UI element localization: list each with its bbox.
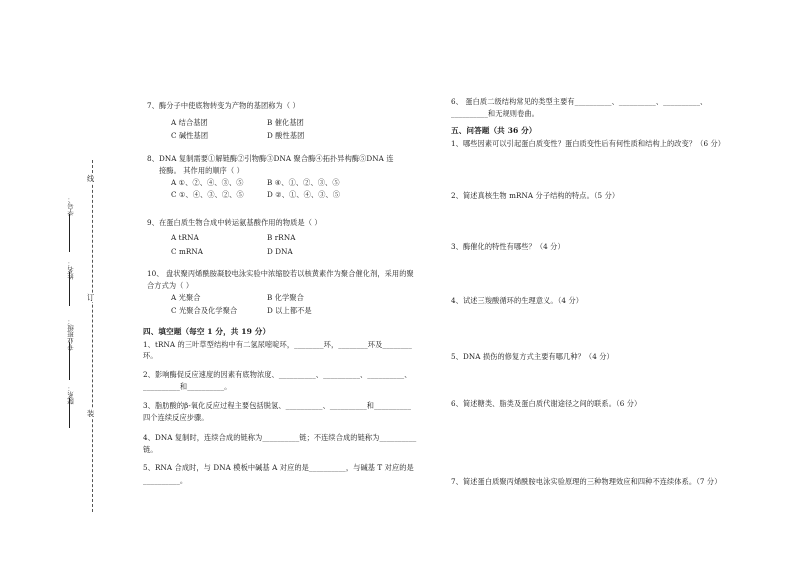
fill-q5: 5、RNA 合成时，与 DNA 模板中碱基 A 对应的是__________，与碱基 T 对应的是 <box>143 463 414 472</box>
qa-q1: 1、哪些因素可以引起蛋白质变性？蛋白质变性后有何性质和结构上的改变？（6 分） <box>451 139 726 148</box>
qa-q2: 2、简述真核生物 mRNA 分子结构的特点。（5 分） <box>451 191 620 200</box>
fill-q4: 4、DNA 复制时，连续合成的链称为__________链；不连续合成的链称为__________ <box>143 433 417 442</box>
q10-option-b: B 化学聚合 <box>267 293 304 302</box>
q8-option-d: D ②、①、④、③、⑤ <box>267 190 341 199</box>
name-label: 姓名： <box>67 260 75 280</box>
fill-q5-cont: __________。 <box>143 476 188 485</box>
q8-option-c: C ①、④、③、②、⑤ <box>171 190 244 199</box>
q8-option-b: B ④、①、②、③、⑤ <box>267 178 340 187</box>
fill-q2: 2、影响酶促反应速度的因素有底物浓度、__________、__________、__________、 <box>143 370 412 379</box>
binding-mark-ding: 订 <box>87 293 95 302</box>
fill-q4-cont: 链。 <box>143 445 158 454</box>
q9-option-b: B rRNA <box>267 233 296 242</box>
major-class-label: 专业班级： <box>67 318 75 351</box>
q10-stem: 10、 盘状聚丙烯酰胺凝胶电泳实验中浓缩胶若以核黄素作为聚合催化剂，采用的聚 <box>147 269 414 278</box>
qa-q6: 6、简述糖类、脂类及蛋白质代谢途径之间的联系。（6 分） <box>451 399 642 408</box>
q7-option-a: A 结合基团 <box>171 118 208 127</box>
qa-q4: 4、试述三羧酸循环的生理意义。（4 分） <box>451 296 584 305</box>
student-id-label: 学号： <box>67 196 75 216</box>
q9-option-c: C mRNA <box>171 247 204 256</box>
q10-option-a: A 光聚合 <box>171 293 201 302</box>
q7-option-d: D 酸性基团 <box>267 131 305 140</box>
binding-line <box>92 160 93 512</box>
q9-option-d: D DNA <box>267 247 293 256</box>
binding-mark-xian: 线 <box>87 174 95 183</box>
q7-option-b: B 催化基团 <box>267 118 304 127</box>
q7-stem: 7、酶分子中使底物转变为产物的基团称为（ ） <box>147 101 300 110</box>
fill-q2-cont: __________和__________。 <box>143 382 232 391</box>
fill-q1-cont: 环。 <box>143 351 158 360</box>
fill-q3: 3、脂肪酸的β-氧化反应过程主要包括脱氢、__________、__________和__________ <box>143 401 412 410</box>
student-id-blank[interactable] <box>69 214 70 252</box>
department-label: 院系： <box>67 385 75 405</box>
section5-title: 五、问答题（共 36 分） <box>451 126 537 135</box>
q7-option-c: C 碱性基团 <box>171 131 209 140</box>
major-class-blank[interactable] <box>69 342 70 380</box>
q10-stem-cont: 合方式为（ ） <box>147 281 194 290</box>
department-blank[interactable] <box>69 398 70 428</box>
q9-stem: 9、在蛋白质生物合成中转运氨基酸作用的物质是（ ） <box>147 218 322 227</box>
binding-mark-zhuang: 装 <box>87 409 95 418</box>
q10-option-c: C 光聚合及化学聚合 <box>171 306 238 315</box>
fill-q6: 6、 蛋白质二级结构常见的类型主要有__________、__________、__________、 <box>451 97 708 106</box>
qa-q5: 5、DNA 损伤的修复方式主要有哪几种？（4 分） <box>451 352 614 361</box>
fill-q3-cont: 四个连续反应步骤。 <box>143 413 209 422</box>
q8-stem: 8、DNA 复制需要①解链酶②引物酶③DNA 聚合酶④拓扑异构酶⑤DNA 连 <box>147 154 394 163</box>
qa-q7: 7、简述蛋白质聚丙烯酰胺电泳实验原理的三种物理效应和四种不连续体系。（7 分） <box>451 477 722 486</box>
q10-option-d: D 以上都不是 <box>267 306 312 315</box>
q8-option-a: A ①、②、④、③、⑤ <box>171 178 244 187</box>
fill-q6-cont: __________和无规则卷曲。 <box>451 109 539 118</box>
q8-stem-cont: 接酶。 其作用的顺序（ ） <box>159 166 244 175</box>
section4-title: 四、填空题（每空 1 分，共 19 分） <box>143 327 271 336</box>
name-blank[interactable] <box>69 272 70 306</box>
q9-option-a: A tRNA <box>171 233 199 242</box>
fill-q1: 1、tRNA 的三叶草型结构中有二氢尿嘧啶环，________环，________环及________ <box>143 340 412 349</box>
qa-q3: 3、酶催化的特性有哪些？（4 分） <box>451 242 565 251</box>
